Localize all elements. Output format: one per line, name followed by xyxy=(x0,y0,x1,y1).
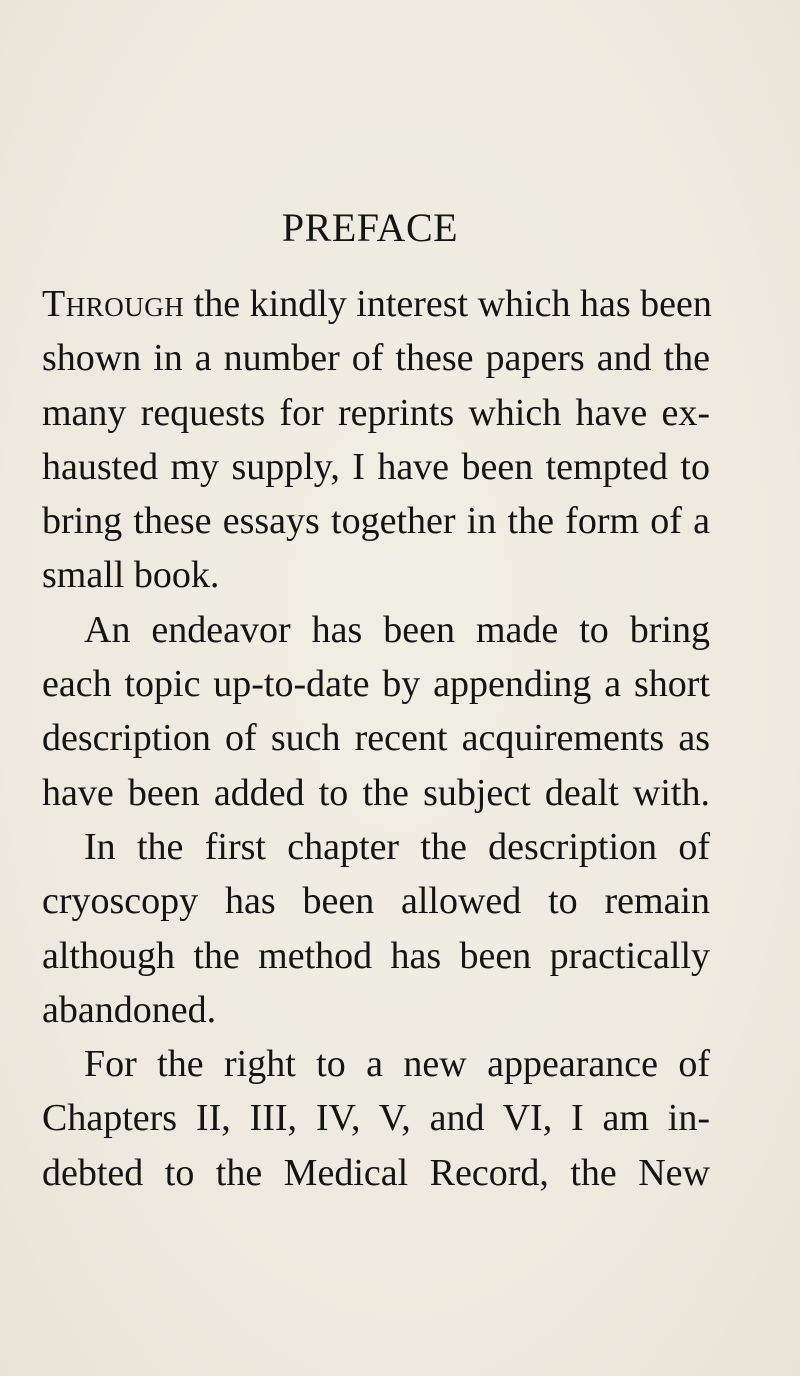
text-line-1-rest: the kindly interest which has been xyxy=(184,283,712,325)
text-line-2: shown in a number of these papers and the xyxy=(42,337,710,380)
text-line-5: bring these essays together in the form of a xyxy=(42,500,710,543)
text-line-4: hausted my supply, I have been tempted to xyxy=(42,445,710,488)
text-line-9: description of such recent acquirements as xyxy=(42,717,710,760)
text-line-8: each topic up-to-date by appending a short xyxy=(42,663,710,706)
text-line-14: abandoned. xyxy=(42,988,217,1031)
page-title: PREFACE xyxy=(281,205,459,250)
text-line-1 xyxy=(42,277,710,331)
preface-body xyxy=(42,277,710,1200)
text-line-7: An endeavor has been made to bring xyxy=(84,608,710,651)
text-line-12: cryoscopy has been allowed to remain xyxy=(42,880,710,923)
lead-word: Through xyxy=(42,283,185,325)
text-line-11: In the first chapter the description of xyxy=(84,825,710,868)
text-line-17: debted to the Medical Record, the New xyxy=(42,1151,710,1194)
text-line-16: Chapters II, III, IV, V, and VI, I am in- xyxy=(42,1097,710,1140)
text-line-6: small book. xyxy=(42,554,220,597)
text-line-10: have been added to the subject dealt with. xyxy=(42,771,710,814)
text-line-15: For the right to a new appearance of xyxy=(84,1043,710,1086)
text-line-3: many requests for reprints which have ex- xyxy=(42,391,710,434)
text-line-13: although the method has been practically xyxy=(42,934,710,977)
